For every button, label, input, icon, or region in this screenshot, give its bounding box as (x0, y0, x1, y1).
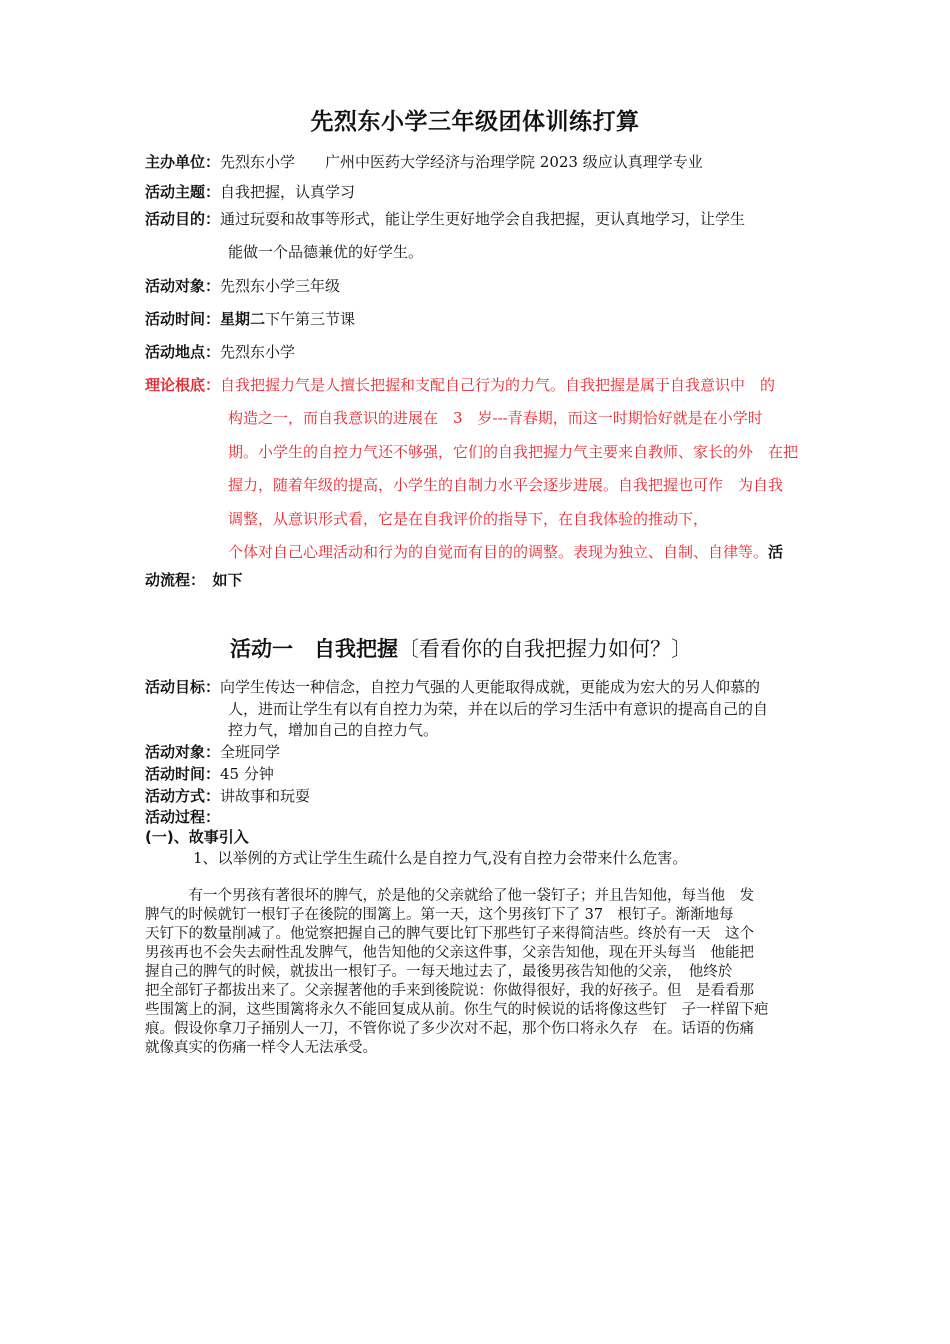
theme-label: 活动主题： (145, 183, 221, 201)
flow-value: 如下 (212, 571, 243, 589)
theory-line3: 期。小学生的自控力气还不够强，它们的自我把握力气主要来自教师、家长的外 在把 (228, 443, 799, 461)
a1-time-value: 45 分钟 (220, 765, 274, 783)
story-line: 把全部钉子都拔出来了。父亲握著他的手来到後院说：你做得很好，我的好孩子。但 是看看那 (145, 983, 754, 999)
a1-method-value: 讲故事和玩耍 (220, 787, 311, 805)
theory-line4: 握力，随着年级的提高，小学生的自制力水平会逐步进展。自我把握也可作 为自我 (228, 476, 784, 494)
purpose-row (145, 209, 745, 229)
place-label: 活动地点： (145, 343, 221, 361)
theory-label: 理论根底： (145, 376, 221, 394)
flow-label-b: 动流程： (145, 571, 198, 589)
section1-label: (一)、故事引入 (145, 828, 249, 846)
story-line: 就像真实的伤痛一样令人无法承受。 (145, 1040, 377, 1056)
theory-line1: 自我把握力气是人擅长把握和支配自己行为的力气。自我把握是属于自我意识中 的 (220, 376, 776, 394)
theory-line2: 构造之一，而自我意识的进展在 3 岁---青春期，而这一时期恰好就是在小学时 (228, 409, 763, 427)
time-row (145, 309, 355, 329)
activity1-heading-strong: 活动一 自我把握 (230, 637, 398, 661)
story-line: 男孩再也不会失去耐性乱发脾气，他告知他的父亲这件事，父亲告知他，现在开头每当 他能把 (145, 945, 754, 961)
goal-label: 活动目标： (145, 678, 221, 696)
a1-time-row (145, 764, 274, 784)
host-value: 先烈东小学 广州中医药大学经济与治理学院 2023 级应认真理学专业 (220, 153, 703, 171)
theory-line5: 调整，从意识形式看，它是在自我评价的指导下，在自我体验的推动下， (228, 510, 709, 528)
target-label: 活动对象： (145, 277, 221, 295)
place-value: 先烈东小学 (220, 343, 296, 361)
place-row (145, 342, 295, 362)
story-line: 脾气的时候就钉一根钉子在後院的围篱上。第一天，这个男孩钉下了 37 根钉子。渐渐地每 (145, 907, 734, 923)
story-line: 握自己的脾气的时候，就拔出一根钉子。一每天地过去了，最後男孩告知他的父亲， 他终於 (145, 964, 733, 980)
time-rest: 下午第三节课 (265, 310, 356, 328)
flow-label-a: 活 (768, 543, 784, 561)
a1-time-label: 活动时间： (145, 765, 221, 783)
host-row (145, 152, 703, 172)
a1-target-label: 活动对象： (145, 743, 221, 761)
activity1-heading-sub: 〔看看你的自我把握力如何？〕 (398, 637, 692, 661)
target-row (145, 276, 340, 296)
story-line: 有一个男孩有著很坏的脾气，於是他的父亲就给了他一袋钉子；并且告知他，每当他 发 (145, 888, 754, 904)
story-line: 些围篱上的洞，这些围篱将永久不能回复成从前。你生气的时候说的话将像这些钉 子一样留下疤 (145, 1002, 769, 1018)
a1-target-value: 全班同学 (220, 743, 281, 761)
theory-line6-wrap (228, 542, 783, 562)
time-day: 星期二 (220, 310, 266, 328)
time-label: 活动时间： (145, 310, 221, 328)
activity1-heading (230, 633, 692, 663)
theory-line6: 个体对自己心理活动和行为的自觉而有目的的调整。表现为独立、自制、自律等。 (228, 543, 769, 561)
goal-line1: 向学生传达一种信念，自控力气强的人更能取得成就，更能成为宏大的另人仰慕的 (220, 678, 761, 696)
page-title: 先烈东小学三年级团体训练打算 (310, 109, 640, 135)
section1-heading (145, 827, 249, 847)
point1: 1、以举例的方式让学生生疏什么是自控力气,没有自控力会带来什么危害。 (193, 849, 688, 867)
flow-row (145, 570, 243, 590)
a1-method-row (145, 786, 310, 806)
story-line: 天钉下的数量削减了。他觉察把握自己的脾气要比钉下那些钉子来得简洁些。终於有一天 这个 (145, 926, 754, 942)
a1-process-row (145, 807, 220, 827)
a1-method-label: 活动方式： (145, 787, 221, 805)
story-paragraph (145, 887, 815, 1058)
goal-line3: 控力气，增加自己的自控力气。 (228, 721, 439, 739)
goal-row (145, 677, 760, 697)
host-label: 主办单位： (145, 153, 221, 171)
goal-line2: 人，进而让学生有以有自控力为荣，并在以后的学习生活中有意识的提高自己的自 (228, 700, 769, 718)
a1-target-row (145, 742, 280, 762)
purpose-line1: 通过玩耍和故事等形式，能让学生更好地学会自我把握，更认真地学习，让学生 (220, 210, 746, 228)
theme-value: 自我把握，认真学习 (220, 183, 356, 201)
theme-row (145, 182, 355, 202)
purpose-line2: 能做一个品德兼优的好学生。 (228, 243, 424, 261)
purpose-label: 活动目的： (145, 210, 221, 228)
target-value: 先烈东小学三年级 (220, 277, 341, 295)
story-line: 痕。假设你拿刀子捅别人一刀，不管你说了多少次对不起，那个伤口将永久存 在。话语的伤痛 (145, 1021, 754, 1037)
theory-row (145, 375, 775, 395)
a1-process-label: 活动过程： (145, 808, 221, 826)
